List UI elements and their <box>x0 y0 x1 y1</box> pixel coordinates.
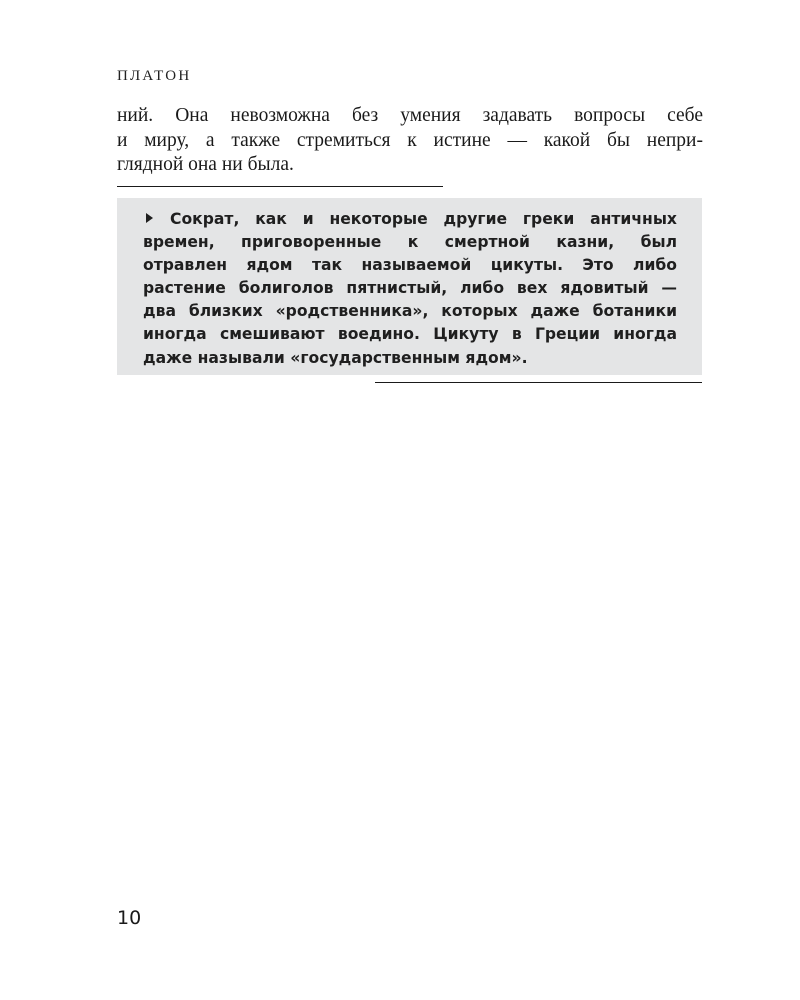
section-divider-rule <box>117 186 443 187</box>
body-line: глядной она ни была. <box>117 154 294 175</box>
body-line: ний. Она невозможна без умения задавать вопросы себе <box>117 105 703 126</box>
note-line: времен, приговоренные к смертной казни, был <box>143 233 677 252</box>
note-line: отравлен ядом так называемой цикуты. Это либо <box>143 256 677 275</box>
body-line: и миру, а также стремиться к истине — какой бы непри- <box>117 129 703 151</box>
note-end-rule <box>375 382 702 383</box>
note-line: два близких «родственника», которых даже ботаники <box>143 302 677 321</box>
note-line: иногда смешивают воедино. Цикуту в Греции иногда <box>143 325 677 344</box>
body-paragraph <box>117 104 703 178</box>
running-head: ПЛАТОН <box>117 68 192 84</box>
note-line: растение болиголов пятнистый, либо вех ядовитый — <box>143 279 677 298</box>
triangle-right-icon <box>146 213 153 223</box>
page-number: 10 <box>117 907 142 929</box>
note-line-text: Сократ, как и некоторые другие греки античных <box>170 210 677 228</box>
sidebar-note-text <box>143 208 677 370</box>
note-line: даже называли «государственным ядом». <box>143 348 528 367</box>
note-line <box>143 208 677 231</box>
